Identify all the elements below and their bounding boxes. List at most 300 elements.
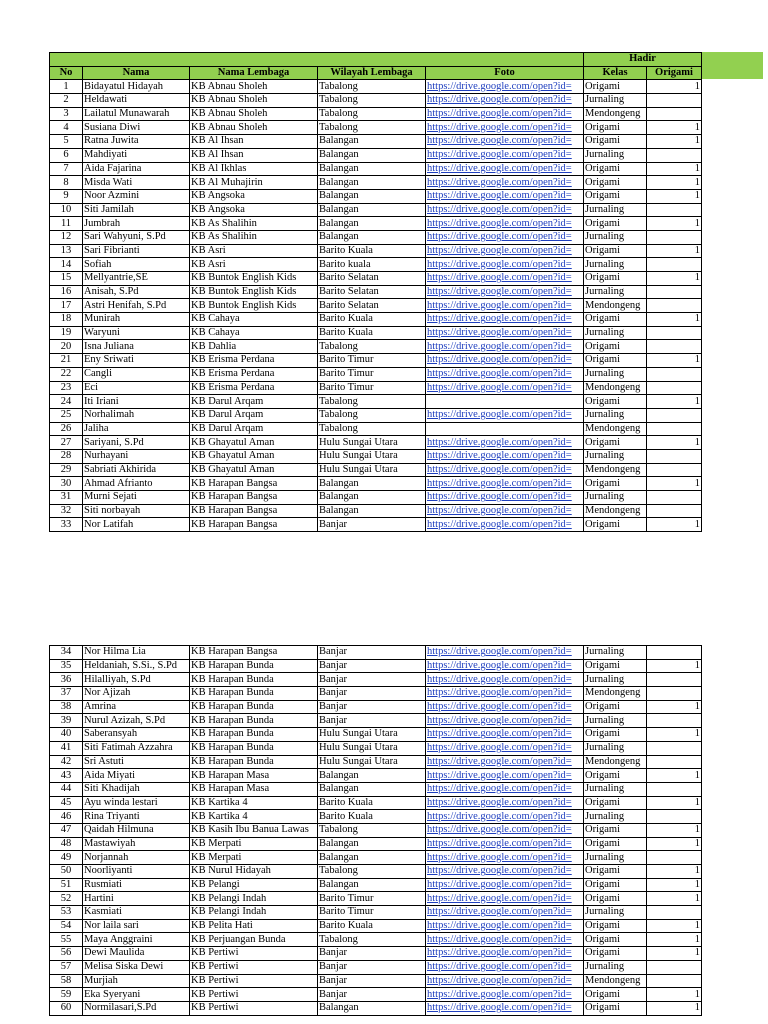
cell-origami: 1 [647, 189, 702, 203]
cell-nama: Eny Sriwati [83, 354, 190, 368]
cell-lembaga: KB Darul Arqam [190, 408, 318, 422]
cell-lembaga: KB Harapan Bangsa [190, 477, 318, 491]
cell-wilayah: Barito Kuala [318, 919, 426, 933]
cell-foto-link[interactable]: https://drive.google.com/open?id= [426, 135, 584, 149]
cell-wilayah: Hulu Sungai Utara [318, 728, 426, 742]
table-row [50, 477, 702, 491]
cell-kelas: Origami [584, 728, 647, 742]
cell-origami [647, 340, 702, 354]
cell-foto-link[interactable]: https://drive.google.com/open?id= [426, 878, 584, 892]
cell-no: 12 [50, 230, 83, 244]
cell-nama: Hilalliyah, S.Pd [83, 673, 190, 687]
cell-wilayah: Barito Timur [318, 892, 426, 906]
cell-no: 60 [50, 1001, 83, 1015]
cell-wilayah: Banjar [318, 700, 426, 714]
cell-nama: Mahdiyati [83, 148, 190, 162]
cell-kelas: Mendongeng [584, 974, 647, 988]
table-row [50, 810, 702, 824]
cell-lembaga: KB As Shalihin [190, 230, 318, 244]
cell-no: 49 [50, 851, 83, 865]
cell-origami [647, 687, 702, 701]
cell-foto-link[interactable]: https://drive.google.com/open?id= [426, 217, 584, 231]
cell-foto-link[interactable]: https://drive.google.com/open?id= [426, 837, 584, 851]
cell-origami: 1 [647, 659, 702, 673]
cell-kelas: Origami [584, 354, 647, 368]
cell-wilayah: Balangan [318, 491, 426, 505]
cell-origami [647, 299, 702, 313]
cell-foto-link[interactable]: https://drive.google.com/open?id= [426, 285, 584, 299]
cell-lembaga: KB Harapan Bunda [190, 687, 318, 701]
cell-foto-link[interactable]: https://drive.google.com/open?id= [426, 367, 584, 381]
table-row [50, 700, 702, 714]
cell-nama: Amrina [83, 700, 190, 714]
cell-kelas: Origami [584, 244, 647, 258]
cell-origami [647, 408, 702, 422]
cell-nama: Munirah [83, 313, 190, 327]
cell-foto-link[interactable]: https://drive.google.com/open?id= [426, 646, 584, 660]
cell-wilayah: Balangan [318, 878, 426, 892]
cell-foto-link[interactable]: https://drive.google.com/open?id= [426, 80, 584, 94]
cell-foto-link[interactable]: https://drive.google.com/open?id= [426, 408, 584, 422]
table-row [50, 94, 702, 108]
table-row [50, 354, 702, 368]
cell-no: 17 [50, 299, 83, 313]
cell-origami [647, 646, 702, 660]
cell-lembaga: KB Harapan Bangsa [190, 518, 318, 532]
cell-origami [647, 285, 702, 299]
cell-kelas: Origami [584, 189, 647, 203]
cell-origami [647, 230, 702, 244]
cell-lembaga: KB Kartika 4 [190, 796, 318, 810]
cell-foto-link[interactable]: https://drive.google.com/open?id= [426, 700, 584, 714]
cell-wilayah: Balangan [318, 135, 426, 149]
header-foto: Foto [426, 66, 584, 80]
cell-foto-link[interactable]: https://drive.google.com/open?id= [426, 491, 584, 505]
cell-wilayah: Barito Kuala [318, 796, 426, 810]
cell-wilayah: Hulu Sungai Utara [318, 741, 426, 755]
cell-no: 30 [50, 477, 83, 491]
cell-wilayah: Barito Kuala [318, 244, 426, 258]
cell-foto-link[interactable]: https://drive.google.com/open?id= [426, 381, 584, 395]
cell-lembaga: KB Merpati [190, 851, 318, 865]
table-row [50, 851, 702, 865]
cell-lembaga: KB Al Muhajirin [190, 176, 318, 190]
cell-nama: Heldaniah, S.Si., S.Pd [83, 659, 190, 673]
cell-lembaga: KB Ghayatul Aman [190, 449, 318, 463]
cell-lembaga: KB Cahaya [190, 326, 318, 340]
cell-origami: 1 [647, 892, 702, 906]
cell-kelas: Jurnaling [584, 326, 647, 340]
cell-no: 45 [50, 796, 83, 810]
table-row [50, 769, 702, 783]
cell-kelas: Mendongeng [584, 504, 647, 518]
cell-nama: Norjannah [83, 851, 190, 865]
table-row [50, 408, 702, 422]
cell-lembaga: KB Abnau Sholeh [190, 80, 318, 94]
cell-origami: 1 [647, 769, 702, 783]
table-row [50, 933, 702, 947]
cell-kelas: Jurnaling [584, 258, 647, 272]
cell-wilayah: Balangan [318, 1001, 426, 1015]
cell-lembaga: KB Harapan Bunda [190, 700, 318, 714]
cell-wilayah: Balangan [318, 162, 426, 176]
table-body-top [50, 80, 702, 532]
cell-foto-link[interactable]: https://drive.google.com/open?id= [426, 121, 584, 135]
cell-no: 6 [50, 148, 83, 162]
cell-foto-link[interactable]: https://drive.google.com/open?id= [426, 244, 584, 258]
cell-nama: Eka Syeryani [83, 988, 190, 1002]
cell-no: 27 [50, 436, 83, 450]
cell-foto-link[interactable]: https://drive.google.com/open?id= [426, 477, 584, 491]
cell-foto-link[interactable]: https://drive.google.com/open?id= [426, 673, 584, 687]
cell-wilayah: Barito Kuala [318, 810, 426, 824]
cell-wilayah: Barito Selatan [318, 272, 426, 286]
table-row [50, 491, 702, 505]
table-row [50, 919, 702, 933]
cell-kelas: Jurnaling [584, 491, 647, 505]
cell-foto-link[interactable]: https://drive.google.com/open?id= [426, 203, 584, 217]
cell-wilayah: Banjar [318, 673, 426, 687]
table-row [50, 659, 702, 673]
cell-foto-link[interactable]: https://drive.google.com/open?id= [426, 947, 584, 961]
cell-kelas: Origami [584, 933, 647, 947]
cell-foto-link[interactable]: https://drive.google.com/open?id= [426, 1001, 584, 1015]
cell-foto-link[interactable]: https://drive.google.com/open?id= [426, 728, 584, 742]
cell-kelas: Origami [584, 796, 647, 810]
cell-kelas: Jurnaling [584, 449, 647, 463]
cell-lembaga: KB Harapan Bunda [190, 714, 318, 728]
cell-nama: Sari Wahyuni, S.Pd [83, 230, 190, 244]
cell-lembaga: KB Pertiwi [190, 947, 318, 961]
cell-no: 42 [50, 755, 83, 769]
cell-lembaga: KB Harapan Bunda [190, 755, 318, 769]
cell-wilayah: Barito Timur [318, 381, 426, 395]
cell-foto-link[interactable]: https://drive.google.com/open?id= [426, 449, 584, 463]
cell-kelas: Origami [584, 313, 647, 327]
table-row [50, 272, 702, 286]
cell-no: 33 [50, 518, 83, 532]
cell-no: 31 [50, 491, 83, 505]
cell-nama: Sri Astuti [83, 755, 190, 769]
cell-foto-link[interactable]: https://drive.google.com/open?id= [426, 687, 584, 701]
cell-kelas: Jurnaling [584, 741, 647, 755]
cell-origami: 1 [647, 477, 702, 491]
cell-no: 9 [50, 189, 83, 203]
table-row [50, 1001, 702, 1015]
cell-wilayah: Tabalong [318, 865, 426, 879]
table-row [50, 258, 702, 272]
table-row [50, 728, 702, 742]
table-row [50, 823, 702, 837]
cell-foto-link[interactable]: https://drive.google.com/open?id= [426, 796, 584, 810]
cell-kelas: Origami [584, 176, 647, 190]
cell-foto-link[interactable]: https://drive.google.com/open?id= [426, 851, 584, 865]
cell-no: 28 [50, 449, 83, 463]
cell-wilayah: Balangan [318, 477, 426, 491]
cell-kelas: Jurnaling [584, 782, 647, 796]
cell-wilayah: Tabalong [318, 80, 426, 94]
cell-wilayah: Balangan [318, 217, 426, 231]
table-row [50, 189, 702, 203]
cell-lembaga: KB Pelangi [190, 878, 318, 892]
cell-foto-link[interactable]: https://drive.google.com/open?id= [426, 892, 584, 906]
cell-kelas: Origami [584, 436, 647, 450]
cell-origami [647, 422, 702, 436]
cell-nama: Aida Fajarina [83, 162, 190, 176]
cell-nama: Noorliyanti [83, 865, 190, 879]
cell-lembaga: KB Cahaya [190, 313, 318, 327]
cell-wilayah: Tabalong [318, 395, 426, 409]
cell-wilayah: Balangan [318, 837, 426, 851]
cell-foto-link[interactable]: https://drive.google.com/open?id= [426, 189, 584, 203]
cell-foto-link[interactable]: https://drive.google.com/open?id= [426, 272, 584, 286]
cell-no: 57 [50, 960, 83, 974]
cell-origami: 1 [647, 395, 702, 409]
cell-lembaga: KB Abnau Sholeh [190, 107, 318, 121]
cell-nama: Siti Fatimah Azzahra [83, 741, 190, 755]
cell-wilayah: Hulu Sungai Utara [318, 755, 426, 769]
cell-no: 40 [50, 728, 83, 742]
table-row [50, 436, 702, 450]
cell-wilayah: Barito Timur [318, 367, 426, 381]
cell-kelas: Mendongeng [584, 755, 647, 769]
column-header-row [50, 66, 702, 80]
cell-wilayah: Banjar [318, 518, 426, 532]
cell-origami: 1 [647, 162, 702, 176]
cell-kelas: Mendongeng [584, 687, 647, 701]
cell-foto-link[interactable]: https://drive.google.com/open?id= [426, 988, 584, 1002]
cell-lembaga: KB Dahlia [190, 340, 318, 354]
table-row [50, 217, 702, 231]
table-row [50, 947, 702, 961]
cell-lembaga: KB Harapan Masa [190, 782, 318, 796]
cell-kelas: Mendongeng [584, 422, 647, 436]
cell-no: 48 [50, 837, 83, 851]
cell-no: 24 [50, 395, 83, 409]
cell-foto-link[interactable]: https://drive.google.com/open?id= [426, 906, 584, 920]
cell-nama: Siti norbayah [83, 504, 190, 518]
cell-foto-link[interactable]: https://drive.google.com/open?id= [426, 974, 584, 988]
cell-kelas: Jurnaling [584, 673, 647, 687]
cell-nama: Rusmiati [83, 878, 190, 892]
cell-foto-link[interactable]: https://drive.google.com/open?id= [426, 933, 584, 947]
cell-lembaga: KB Merpati [190, 837, 318, 851]
cell-foto-link[interactable]: https://drive.google.com/open?id= [426, 299, 584, 313]
cell-lembaga: KB Buntok English Kids [190, 272, 318, 286]
cell-kelas: Origami [584, 135, 647, 149]
cell-origami: 1 [647, 217, 702, 231]
cell-lembaga: KB Kasih Ibu Banua Lawas [190, 823, 318, 837]
cell-no: 59 [50, 988, 83, 1002]
cell-origami [647, 851, 702, 865]
cell-foto-link[interactable]: https://drive.google.com/open?id= [426, 504, 584, 518]
cell-wilayah: Banjar [318, 988, 426, 1002]
cell-kelas: Jurnaling [584, 285, 647, 299]
cell-kelas: Origami [584, 121, 647, 135]
cell-foto-link[interactable]: https://drive.google.com/open?id= [426, 313, 584, 327]
cell-foto-link[interactable]: https://drive.google.com/open?id= [426, 176, 584, 190]
cell-origami [647, 203, 702, 217]
cell-origami [647, 463, 702, 477]
cell-foto-link[interactable]: https://drive.google.com/open?id= [426, 960, 584, 974]
cell-nama: Ratna Juwita [83, 135, 190, 149]
cell-kelas: Origami [584, 217, 647, 231]
cell-foto-link[interactable]: https://drive.google.com/open?id= [426, 714, 584, 728]
cell-wilayah: Barito Timur [318, 906, 426, 920]
cell-foto-link[interactable]: https://drive.google.com/open?id= [426, 340, 584, 354]
cell-origami: 1 [647, 933, 702, 947]
cell-foto-link[interactable]: https://drive.google.com/open?id= [426, 755, 584, 769]
cell-kelas: Origami [584, 878, 647, 892]
cell-no: 32 [50, 504, 83, 518]
cell-foto-link[interactable]: https://drive.google.com/open?id= [426, 518, 584, 532]
cell-foto-link[interactable]: https://drive.google.com/open?id= [426, 782, 584, 796]
cell-kelas: Origami [584, 477, 647, 491]
cell-no: 1 [50, 80, 83, 94]
cell-foto-link[interactable]: https://drive.google.com/open?id= [426, 463, 584, 477]
header-no: No [50, 66, 83, 80]
cell-lembaga: KB Ghayatul Aman [190, 463, 318, 477]
cell-lembaga: KB Buntok English Kids [190, 299, 318, 313]
cell-lembaga: KB Erisma Perdana [190, 381, 318, 395]
cell-no: 35 [50, 659, 83, 673]
cell-no: 16 [50, 285, 83, 299]
cell-foto-link[interactable]: https://drive.google.com/open?id= [426, 230, 584, 244]
cell-wilayah: Balangan [318, 769, 426, 783]
cell-lembaga: KB Asri [190, 258, 318, 272]
cell-kelas: Origami [584, 700, 647, 714]
cell-foto-link[interactable]: https://drive.google.com/open?id= [426, 148, 584, 162]
cell-lembaga: KB Pelita Hati [190, 919, 318, 933]
cell-nama: Normilasari,S.Pd [83, 1001, 190, 1015]
cell-origami: 1 [647, 865, 702, 879]
table-row [50, 837, 702, 851]
cell-nama: Ayu winda lestari [83, 796, 190, 810]
cell-no: 55 [50, 933, 83, 947]
cell-origami [647, 491, 702, 505]
table-row [50, 135, 702, 149]
cell-nama: Nor Latifah [83, 518, 190, 532]
cell-foto-link[interactable]: https://drive.google.com/open?id= [426, 436, 584, 450]
cell-kelas: Origami [584, 947, 647, 961]
attendance-table-bottom [49, 645, 702, 1016]
cell-foto-link[interactable]: https://drive.google.com/open?id= [426, 810, 584, 824]
cell-nama: Sabriati Akhirida [83, 463, 190, 477]
table-row [50, 107, 702, 121]
cell-lembaga: KB Nurul Hidayah [190, 865, 318, 879]
cell-wilayah: Tabalong [318, 340, 426, 354]
cell-foto-link[interactable]: https://drive.google.com/open?id= [426, 919, 584, 933]
cell-nama: Ahmad Afrianto [83, 477, 190, 491]
cell-lembaga: KB Harapan Bunda [190, 728, 318, 742]
cell-no: 13 [50, 244, 83, 258]
cell-no: 36 [50, 673, 83, 687]
cell-kelas: Origami [584, 837, 647, 851]
cell-origami [647, 326, 702, 340]
cell-lembaga: KB Angsoka [190, 203, 318, 217]
cell-origami: 1 [647, 121, 702, 135]
cell-origami: 1 [647, 135, 702, 149]
cell-wilayah: Tabalong [318, 121, 426, 135]
cell-nama: Melisa Siska Dewi [83, 960, 190, 974]
cell-lembaga: KB Pertiwi [190, 1001, 318, 1015]
table-row [50, 340, 702, 354]
cell-origami [647, 107, 702, 121]
header-blank [50, 53, 584, 67]
cell-origami: 1 [647, 728, 702, 742]
cell-kelas: Jurnaling [584, 960, 647, 974]
cell-no: 10 [50, 203, 83, 217]
cell-lembaga: KB Harapan Bangsa [190, 504, 318, 518]
cell-origami: 1 [647, 518, 702, 532]
table-row [50, 974, 702, 988]
cell-foto-link[interactable]: https://drive.google.com/open?id= [426, 94, 584, 108]
table-row [50, 244, 702, 258]
cell-no: 44 [50, 782, 83, 796]
cell-no: 50 [50, 865, 83, 879]
table-row [50, 449, 702, 463]
cell-foto-link[interactable]: https://drive.google.com/open?id= [426, 741, 584, 755]
cell-nama: Isna Juliana [83, 340, 190, 354]
cell-kelas: Origami [584, 865, 647, 879]
cell-origami [647, 367, 702, 381]
cell-lembaga: KB Darul Arqam [190, 422, 318, 436]
cell-foto-link[interactable]: https://drive.google.com/open?id= [426, 162, 584, 176]
cell-origami [647, 381, 702, 395]
table-row [50, 367, 702, 381]
table-row [50, 518, 702, 532]
cell-lembaga: KB Harapan Masa [190, 769, 318, 783]
cell-wilayah: Barito Kuala [318, 326, 426, 340]
cell-foto-link[interactable]: https://drive.google.com/open?id= [426, 258, 584, 272]
header-wilayah: Wilayah Lembaga [318, 66, 426, 80]
cell-no: 29 [50, 463, 83, 477]
cell-origami: 1 [647, 878, 702, 892]
cell-foto-link[interactable]: https://drive.google.com/open?id= [426, 659, 584, 673]
table-row [50, 646, 702, 660]
cell-foto-link[interactable]: https://drive.google.com/open?id= [426, 107, 584, 121]
cell-kelas: Jurnaling [584, 203, 647, 217]
cell-no: 43 [50, 769, 83, 783]
cell-origami [647, 258, 702, 272]
cell-foto-link[interactable]: https://drive.google.com/open?id= [426, 326, 584, 340]
cell-foto-link[interactable]: https://drive.google.com/open?id= [426, 865, 584, 879]
cell-foto-link[interactable]: https://drive.google.com/open?id= [426, 823, 584, 837]
cell-nama: Murjiah [83, 974, 190, 988]
cell-foto-link[interactable]: https://drive.google.com/open?id= [426, 354, 584, 368]
cell-origami [647, 906, 702, 920]
cell-lembaga: KB Harapan Bangsa [190, 646, 318, 660]
cell-nama: Mellyantrie,SE [83, 272, 190, 286]
cell-origami [647, 741, 702, 755]
table-row [50, 988, 702, 1002]
cell-nama: Susiana Diwi [83, 121, 190, 135]
cell-foto-link[interactable]: https://drive.google.com/open?id= [426, 769, 584, 783]
cell-lembaga: KB Al Ihsan [190, 148, 318, 162]
cell-no: 5 [50, 135, 83, 149]
cell-wilayah: Tabalong [318, 422, 426, 436]
cell-origami [647, 782, 702, 796]
cell-origami: 1 [647, 244, 702, 258]
cell-lembaga: KB Abnau Sholeh [190, 94, 318, 108]
cell-wilayah: Barito Kuala [318, 313, 426, 327]
cell-kelas: Jurnaling [584, 810, 647, 824]
cell-no: 2 [50, 94, 83, 108]
cell-origami: 1 [647, 823, 702, 837]
cell-wilayah: Balangan [318, 504, 426, 518]
attendance-table-top [49, 52, 702, 532]
cell-nama: Siti Jamilah [83, 203, 190, 217]
